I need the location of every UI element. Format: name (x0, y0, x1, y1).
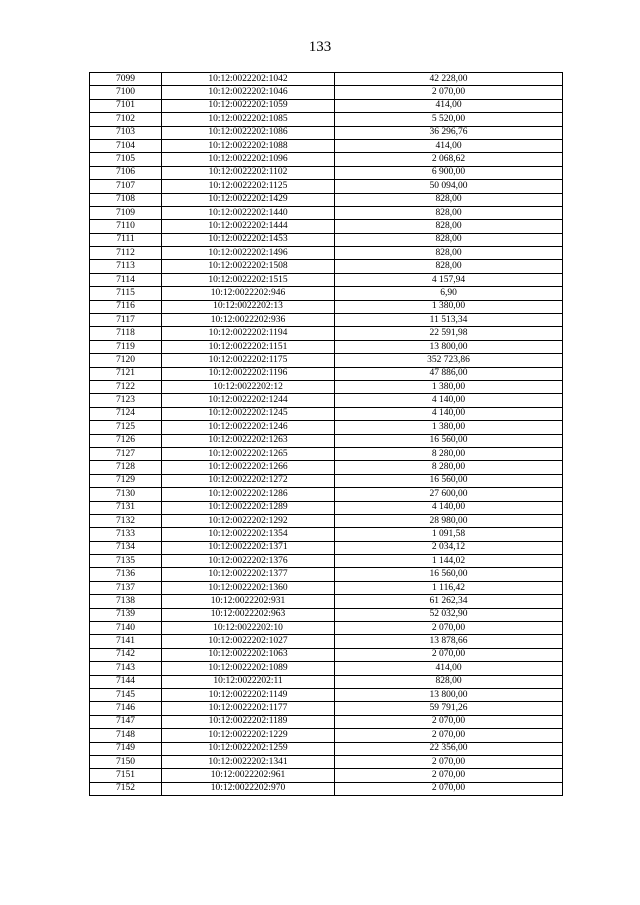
cadastral-number-cell: 10:12:0022202:1189 (162, 715, 335, 728)
row-number-cell: 7109 (90, 206, 162, 219)
row-number-cell: 7144 (90, 675, 162, 688)
amount-cell: 1 116,42 (335, 581, 563, 594)
table-row (90, 541, 563, 554)
amount-cell: 352 723,86 (335, 354, 563, 367)
table-row (90, 622, 563, 635)
cadastral-number-cell: 10:12:0022202:946 (162, 287, 335, 300)
amount-cell: 4 140,00 (335, 394, 563, 407)
table-row (90, 662, 563, 675)
row-number-cell: 7147 (90, 715, 162, 728)
cadastral-number-cell: 10:12:0022202:1088 (162, 139, 335, 152)
cadastral-number-cell: 10:12:0022202:1360 (162, 581, 335, 594)
row-number-cell: 7101 (90, 99, 162, 112)
table-row (90, 260, 563, 273)
table-row (90, 595, 563, 608)
cadastral-number-cell: 10:12:0022202:1377 (162, 568, 335, 581)
table-row (90, 206, 563, 219)
amount-cell: 22 591,98 (335, 327, 563, 340)
cadastral-number-cell: 10:12:0022202:1175 (162, 354, 335, 367)
row-number-cell: 7151 (90, 769, 162, 782)
cadastral-number-cell: 10:12:0022202:1027 (162, 635, 335, 648)
row-number-cell: 7128 (90, 461, 162, 474)
amount-cell: 52 032,90 (335, 608, 563, 621)
cadastral-number-cell: 10:12:0022202:1246 (162, 421, 335, 434)
table-row (90, 755, 563, 768)
cadastral-number-cell: 10:12:0022202:1272 (162, 474, 335, 487)
amount-cell: 4 140,00 (335, 501, 563, 514)
cadastral-number-cell: 10:12:0022202:1429 (162, 193, 335, 206)
amount-cell: 2 070,00 (335, 769, 563, 782)
cadastral-number-cell: 10:12:0022202:1245 (162, 407, 335, 420)
table-row (90, 380, 563, 393)
table-row (90, 648, 563, 661)
row-number-cell: 7115 (90, 287, 162, 300)
table-row (90, 220, 563, 233)
table-row (90, 367, 563, 380)
cadastral-number-cell: 10:12:0022202:1177 (162, 702, 335, 715)
row-number-cell: 7119 (90, 340, 162, 353)
table-row (90, 635, 563, 648)
table-row (90, 555, 563, 568)
row-number-cell: 7113 (90, 260, 162, 273)
cadastral-number-cell: 10:12:0022202:1266 (162, 461, 335, 474)
amount-cell: 414,00 (335, 662, 563, 675)
table-row (90, 153, 563, 166)
row-number-cell: 7118 (90, 327, 162, 340)
cadastral-number-cell: 10:12:0022202:13 (162, 300, 335, 313)
table-row (90, 729, 563, 742)
amount-cell: 28 980,00 (335, 514, 563, 527)
row-number-cell: 7117 (90, 314, 162, 327)
cadastral-number-cell: 10:12:0022202:1125 (162, 180, 335, 193)
table-row (90, 314, 563, 327)
cadastral-number-cell: 10:12:0022202:11 (162, 675, 335, 688)
amount-cell: 1 380,00 (335, 421, 563, 434)
table-row (90, 327, 563, 340)
cadastral-number-cell: 10:12:0022202:1151 (162, 340, 335, 353)
amount-cell: 828,00 (335, 675, 563, 688)
table-row (90, 421, 563, 434)
amount-cell: 1 380,00 (335, 300, 563, 313)
cadastral-number-cell: 10:12:0022202:963 (162, 608, 335, 621)
row-number-cell: 7140 (90, 622, 162, 635)
amount-cell: 42 228,00 (335, 73, 563, 86)
table-row (90, 180, 563, 193)
row-number-cell: 7129 (90, 474, 162, 487)
row-number-cell: 7138 (90, 595, 162, 608)
cadastral-number-cell: 10:12:0022202:1515 (162, 273, 335, 286)
table-row (90, 99, 563, 112)
table-row (90, 434, 563, 447)
cadastral-number-cell: 10:12:0022202:1508 (162, 260, 335, 273)
row-number-cell: 7124 (90, 407, 162, 420)
row-number-cell: 7104 (90, 139, 162, 152)
cadastral-number-cell: 10:12:0022202:1194 (162, 327, 335, 340)
amount-cell: 13 878,66 (335, 635, 563, 648)
cadastral-number-cell: 10:12:0022202:12 (162, 380, 335, 393)
table-row (90, 474, 563, 487)
amount-cell: 414,00 (335, 139, 563, 152)
row-number-cell: 7100 (90, 86, 162, 99)
amount-cell: 414,00 (335, 99, 563, 112)
cadastral-number-cell: 10:12:0022202:1263 (162, 434, 335, 447)
amount-cell: 2 070,00 (335, 755, 563, 768)
amount-cell: 1 144,02 (335, 555, 563, 568)
table-row (90, 139, 563, 152)
amount-cell: 59 791,26 (335, 702, 563, 715)
cadastral-number-cell: 10:12:0022202:1196 (162, 367, 335, 380)
amount-cell: 16 560,00 (335, 434, 563, 447)
cadastral-number-cell: 10:12:0022202:970 (162, 782, 335, 795)
table-row (90, 86, 563, 99)
amount-cell: 1 091,58 (335, 528, 563, 541)
cadastral-number-cell: 10:12:0022202:961 (162, 769, 335, 782)
cadastral-number-cell: 10:12:0022202:931 (162, 595, 335, 608)
cadastral-number-cell: 10:12:0022202:1102 (162, 166, 335, 179)
row-number-cell: 7148 (90, 729, 162, 742)
cadastral-number-cell: 10:12:0022202:1376 (162, 555, 335, 568)
cadastral-number-cell: 10:12:0022202:1085 (162, 113, 335, 126)
cadastral-number-cell: 10:12:0022202:1292 (162, 514, 335, 527)
cadastral-number-cell: 10:12:0022202:1046 (162, 86, 335, 99)
cadastral-number-cell: 10:12:0022202:1059 (162, 99, 335, 112)
amount-cell: 828,00 (335, 220, 563, 233)
records-table (89, 72, 563, 796)
table-row (90, 782, 563, 795)
row-number-cell: 7105 (90, 153, 162, 166)
row-number-cell: 7135 (90, 555, 162, 568)
table-row (90, 407, 563, 420)
amount-cell: 36 296,76 (335, 126, 563, 139)
amount-cell: 4 140,00 (335, 407, 563, 420)
row-number-cell: 7141 (90, 635, 162, 648)
cadastral-number-cell: 10:12:0022202:1063 (162, 648, 335, 661)
amount-cell: 2 070,00 (335, 86, 563, 99)
table-row (90, 461, 563, 474)
amount-cell: 828,00 (335, 247, 563, 260)
amount-cell: 2 034,12 (335, 541, 563, 554)
row-number-cell: 7133 (90, 528, 162, 541)
table-row (90, 702, 563, 715)
cadastral-number-cell: 10:12:0022202:1149 (162, 688, 335, 701)
table-row (90, 688, 563, 701)
table-row (90, 568, 563, 581)
cadastral-number-cell: 10:12:0022202:1096 (162, 153, 335, 166)
amount-cell: 2 068,62 (335, 153, 563, 166)
table-row (90, 488, 563, 501)
table-row (90, 287, 563, 300)
amount-cell: 61 262,34 (335, 595, 563, 608)
row-number-cell: 7102 (90, 113, 162, 126)
amount-cell: 2 070,00 (335, 622, 563, 635)
row-number-cell: 7145 (90, 688, 162, 701)
cadastral-number-cell: 10:12:0022202:1229 (162, 729, 335, 742)
row-number-cell: 7103 (90, 126, 162, 139)
amount-cell: 22 356,00 (335, 742, 563, 755)
cadastral-number-cell: 10:12:0022202:1453 (162, 233, 335, 246)
table-row (90, 528, 563, 541)
cadastral-number-cell: 10:12:0022202:1444 (162, 220, 335, 233)
cadastral-number-cell: 10:12:0022202:936 (162, 314, 335, 327)
amount-cell: 50 094,00 (335, 180, 563, 193)
row-number-cell: 7143 (90, 662, 162, 675)
amount-cell: 16 560,00 (335, 474, 563, 487)
amount-cell: 2 070,00 (335, 715, 563, 728)
cadastral-number-cell: 10:12:0022202:1244 (162, 394, 335, 407)
table-row (90, 113, 563, 126)
cadastral-number-cell: 10:12:0022202:1042 (162, 73, 335, 86)
row-number-cell: 7131 (90, 501, 162, 514)
table-row (90, 769, 563, 782)
row-number-cell: 7127 (90, 447, 162, 460)
amount-cell: 2 070,00 (335, 648, 563, 661)
table-row (90, 608, 563, 621)
table-row (90, 514, 563, 527)
amount-cell: 13 800,00 (335, 688, 563, 701)
row-number-cell: 7139 (90, 608, 162, 621)
table-row (90, 340, 563, 353)
cadastral-number-cell: 10:12:0022202:1371 (162, 541, 335, 554)
row-number-cell: 7142 (90, 648, 162, 661)
row-number-cell: 7120 (90, 354, 162, 367)
row-number-cell: 7106 (90, 166, 162, 179)
table-row (90, 447, 563, 460)
row-number-cell: 7152 (90, 782, 162, 795)
table-row (90, 394, 563, 407)
amount-cell: 47 886,00 (335, 367, 563, 380)
row-number-cell: 7121 (90, 367, 162, 380)
table-row (90, 742, 563, 755)
cadastral-number-cell: 10:12:0022202:1265 (162, 447, 335, 460)
row-number-cell: 7111 (90, 233, 162, 246)
table-row (90, 233, 563, 246)
row-number-cell: 7136 (90, 568, 162, 581)
amount-cell: 2 070,00 (335, 782, 563, 795)
table-row (90, 300, 563, 313)
row-number-cell: 7107 (90, 180, 162, 193)
cadastral-number-cell: 10:12:0022202:1354 (162, 528, 335, 541)
table-row (90, 581, 563, 594)
amount-cell: 27 600,00 (335, 488, 563, 501)
table-row (90, 273, 563, 286)
table-row (90, 715, 563, 728)
cadastral-number-cell: 10:12:0022202:1440 (162, 206, 335, 219)
row-number-cell: 7146 (90, 702, 162, 715)
page-number: 133 (308, 39, 332, 55)
table-row (90, 73, 563, 86)
row-number-cell: 7130 (90, 488, 162, 501)
amount-cell: 828,00 (335, 233, 563, 246)
amount-cell: 2 070,00 (335, 729, 563, 742)
records-table-body (90, 73, 563, 796)
table-row (90, 675, 563, 688)
row-number-cell: 7134 (90, 541, 162, 554)
row-number-cell: 7137 (90, 581, 162, 594)
amount-cell: 6,90 (335, 287, 563, 300)
row-number-cell: 7114 (90, 273, 162, 286)
cadastral-number-cell: 10:12:0022202:1496 (162, 247, 335, 260)
amount-cell: 828,00 (335, 193, 563, 206)
cadastral-number-cell: 10:12:0022202:1086 (162, 126, 335, 139)
row-number-cell: 7112 (90, 247, 162, 260)
row-number-cell: 7150 (90, 755, 162, 768)
row-number-cell: 7122 (90, 380, 162, 393)
row-number-cell: 7110 (90, 220, 162, 233)
amount-cell: 5 520,00 (335, 113, 563, 126)
cadastral-number-cell: 10:12:0022202:1341 (162, 755, 335, 768)
table-row (90, 501, 563, 514)
amount-cell: 13 800,00 (335, 340, 563, 353)
amount-cell: 828,00 (335, 260, 563, 273)
amount-cell: 8 280,00 (335, 447, 563, 460)
cadastral-number-cell: 10:12:0022202:1089 (162, 662, 335, 675)
row-number-cell: 7099 (90, 73, 162, 86)
table-row (90, 126, 563, 139)
amount-cell: 8 280,00 (335, 461, 563, 474)
amount-cell: 6 900,00 (335, 166, 563, 179)
amount-cell: 828,00 (335, 206, 563, 219)
table-row (90, 193, 563, 206)
table-row (90, 354, 563, 367)
cadastral-number-cell: 10:12:0022202:1289 (162, 501, 335, 514)
row-number-cell: 7132 (90, 514, 162, 527)
cadastral-number-cell: 10:12:0022202:1286 (162, 488, 335, 501)
row-number-cell: 7108 (90, 193, 162, 206)
amount-cell: 16 560,00 (335, 568, 563, 581)
row-number-cell: 7149 (90, 742, 162, 755)
amount-cell: 4 157,94 (335, 273, 563, 286)
row-number-cell: 7116 (90, 300, 162, 313)
amount-cell: 11 513,34 (335, 314, 563, 327)
row-number-cell: 7123 (90, 394, 162, 407)
table-row (90, 166, 563, 179)
cadastral-number-cell: 10:12:0022202:1259 (162, 742, 335, 755)
row-number-cell: 7125 (90, 421, 162, 434)
row-number-cell: 7126 (90, 434, 162, 447)
cadastral-number-cell: 10:12:0022202:10 (162, 622, 335, 635)
amount-cell: 1 380,00 (335, 380, 563, 393)
table-row (90, 247, 563, 260)
